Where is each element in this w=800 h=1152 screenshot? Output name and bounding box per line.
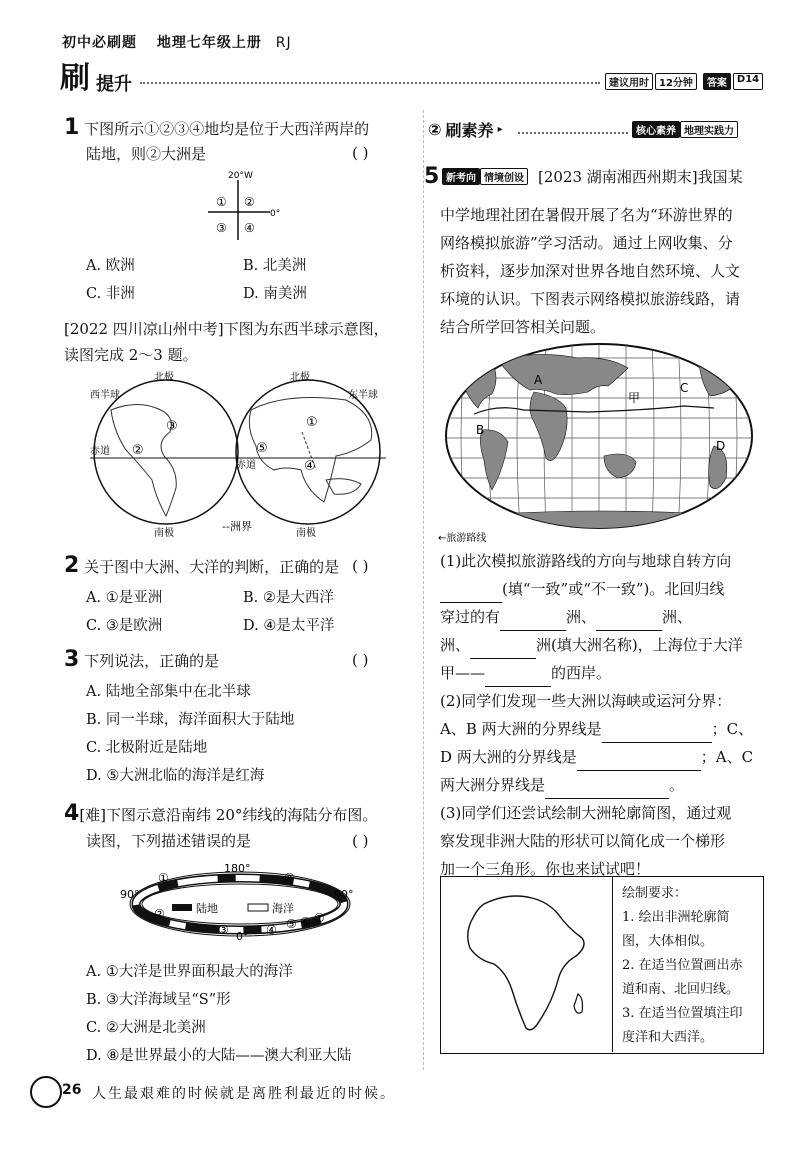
marker-5: ⑤ (286, 917, 297, 931)
marker-3: ③ (166, 419, 178, 434)
option-d[interactable]: D. ⑧是世界最小的大陆——澳大利亚大陆 (86, 1048, 352, 1064)
mascot-icon (30, 1076, 62, 1108)
option-b[interactable]: B. ②是大西洋 (243, 590, 334, 606)
header-book (62, 32, 292, 52)
south-pole-label: 南极 (296, 528, 316, 539)
marker-2: ② (154, 907, 165, 921)
answer-paren[interactable]: ( ) (352, 557, 369, 575)
label-B: B (476, 423, 485, 437)
option-a[interactable]: A. ①大洋是世界面积最大的海洋 (86, 964, 293, 980)
req-line: 道和南、北回归线。 (622, 982, 740, 997)
req-line: 2. 在适当位置画出赤 (622, 958, 743, 973)
q5-text-line: 环境的认识。下图表示网络模拟旅游线路，请 (440, 290, 741, 308)
question-number: 2 (64, 553, 80, 578)
option-b[interactable]: B. 北美洲 (243, 258, 307, 274)
marker-2: ② (132, 443, 144, 458)
column-divider (423, 110, 424, 1070)
lon-180-label: 180° (224, 862, 251, 875)
question-text: 下列说法，正确的是 (84, 652, 220, 670)
sea-legend: 海洋 (272, 902, 294, 915)
req-line: 度洋和大西洋。 (622, 1030, 714, 1045)
option-a[interactable]: A. 欧洲 (86, 258, 135, 274)
question-text: 关于图中大洲、大洋的判断，正确的是 (84, 558, 340, 576)
p1-line4: 洲、 洲(填大洲名称)，上海位于大洋 (440, 632, 743, 659)
option-d[interactable]: D. 南美洲 (243, 286, 307, 302)
req-line: 图，大体相似。 (622, 934, 714, 949)
south-pole-label: 南极 (154, 528, 174, 539)
marker-1: ① (158, 871, 169, 885)
question-4 (64, 800, 414, 829)
question-text-cont: 陆地，则②大洲是 (86, 145, 207, 163)
hemispheres-map (86, 370, 416, 540)
intro-line2: 读图完成 2～3 题。 (64, 346, 198, 364)
north-pole-label: 北极 (290, 372, 310, 383)
label-D: D (716, 439, 726, 453)
p2-line3: D 两大洲的分界线是 ；A、C (440, 744, 753, 771)
lon-90-left: 90° (120, 888, 140, 901)
p2-line4: 两大洲分界线是 。 (440, 772, 684, 799)
option-d[interactable]: D. ④是太平洋 (243, 618, 335, 634)
africa-outline[interactable] (448, 884, 608, 1044)
option-a[interactable]: A. 陆地全部集中在北半球 (86, 684, 251, 700)
answer-paren[interactable]: ( ) (352, 144, 369, 162)
label-A: A (534, 373, 543, 387)
west-hemi-label: 西半球 (90, 390, 120, 401)
p1-line1: (1)此次模拟旅游路线的方向与地球自转方向 (440, 552, 732, 570)
question-text: 下图示意沿南纬 20°纬线的海陆分布图。 (106, 806, 378, 824)
option-b[interactable]: B. 同一半球，海洋面积大于陆地 (86, 712, 295, 728)
tag-core: 核心素养 (632, 121, 680, 138)
label-jia: 甲 (628, 391, 641, 405)
intro-line1: [2022 四川凉山州中考]下图为东西半球示意图， (64, 320, 389, 338)
p3-line2: 察发现非洲大陆的形状可以简化成一个梯形 (440, 832, 726, 850)
answer-paren[interactable]: ( ) (352, 651, 369, 669)
marker-3: ③ (218, 923, 229, 937)
lon-label: 20°W (228, 171, 253, 181)
marker-8: ⑧ (284, 871, 295, 885)
footer-quote: 人生最艰难的时候就是离胜利最近的时候。 (92, 1086, 396, 1102)
time-label: 建议用时 (605, 73, 653, 90)
question-number: 1 (64, 115, 80, 140)
option-c[interactable]: C. ③是欧洲 (86, 618, 163, 634)
blank-boundary-ab[interactable] (602, 726, 712, 743)
marker-6: ⑥ (300, 915, 311, 929)
option-c[interactable]: C. 北极附近是陆地 (86, 740, 208, 756)
blank-boundary-ac[interactable] (545, 782, 669, 799)
option-c[interactable]: C. ②大洲是北美洲 (86, 1020, 206, 1036)
marker-4: ④ (304, 459, 316, 474)
p2-line2: A、B 两大洲的分界线是 ；C、 (440, 716, 753, 743)
edition-label: RJ (275, 35, 292, 51)
section-title: 提升 (96, 74, 132, 95)
legend-label: --洲界 (222, 520, 252, 533)
book-title: 初中必刷题 (62, 35, 137, 51)
blank-boundary-cd[interactable] (577, 754, 701, 771)
p2-line1: (2)同学们发现一些大洲以海峡或运河分界： (440, 692, 732, 710)
north-pole-label: 北极 (154, 372, 174, 383)
answer-label: 答案 (703, 73, 731, 90)
req-line: 1. 绘出非洲轮廓简 (622, 910, 730, 925)
p3-line1: (3)同学们还尝试绘制大洲轮廓简图，通过观 (440, 804, 732, 822)
question-1 (64, 114, 414, 143)
blank-ocean[interactable] (485, 670, 551, 687)
drawing-box-divider (612, 876, 613, 1052)
q5-text-line: [2023 湖南湘西州期末]我国某 (538, 168, 743, 186)
req-title: 绘制要求： (622, 886, 688, 901)
marker-5: ⑤ (256, 441, 268, 456)
land-legend: 陆地 (196, 902, 218, 915)
badge-context: 情境创设 (480, 168, 528, 185)
page-number: 26 (62, 1082, 82, 1098)
tag-practice: 地理实践力 (680, 121, 738, 138)
marker-1: ① (306, 415, 318, 430)
blank-continent[interactable] (470, 642, 536, 659)
equator-label: 赤道 (90, 446, 110, 457)
q5-text-line: 中学地理社团在暑假开展了名为“环游世界的 (440, 206, 733, 224)
answer-paren[interactable]: ( ) (352, 832, 369, 850)
blank-continent[interactable] (596, 614, 662, 631)
marker-4: ④ (266, 923, 277, 937)
section-title: 刷素养 (445, 121, 494, 140)
drawing-requirements (622, 882, 743, 1050)
marker-4: ④ (244, 221, 255, 235)
q5-text-line: 结合所学回答相关问题。 (440, 318, 606, 336)
latitude-ring-diagram (120, 858, 370, 948)
question-5-number: 5 (424, 164, 440, 189)
marker-1: ① (216, 195, 227, 209)
p1-line5: 甲—— 的西岸。 (440, 660, 611, 687)
badge-new: 新考向 (442, 168, 480, 185)
section-number: ② (428, 120, 442, 139)
marker-7: ⑦ (314, 911, 325, 925)
right-section-header (428, 118, 503, 141)
label-C: C (680, 381, 689, 395)
lon-0-label: 0° (236, 930, 249, 943)
marker-2: ② (244, 195, 255, 209)
question-text-cont: 读图，下列描述错误的是 (86, 832, 252, 850)
answer-page: D14 (733, 73, 763, 90)
equator-label: 赤道 (236, 460, 256, 471)
question-text: 下图所示①②③④地均是位于大西洋两岸的 (84, 120, 370, 138)
time-value: 12分钟 (655, 73, 697, 90)
question-2 (64, 552, 339, 581)
blank-direction[interactable] (440, 586, 502, 603)
right-divider (518, 132, 628, 134)
brush-icon: 刷 (60, 61, 90, 96)
question-3 (64, 646, 219, 675)
subject-title: 地理七年级上册 (156, 35, 262, 51)
east-hemi-label: 东半球 (348, 390, 378, 401)
lon-90-right: 90° (334, 888, 354, 901)
option-b[interactable]: B. ③大洋海域呈“S”形 (86, 992, 231, 1008)
difficulty-tag: [难] (79, 806, 107, 824)
blank-continent[interactable] (500, 614, 566, 631)
q5-text-line: 析资料，逐步加深对世界各地自然环境、人文 (440, 262, 741, 280)
world-route-map (438, 338, 760, 543)
section-divider (140, 82, 600, 84)
question-number: 4 (64, 801, 80, 826)
q5-text-line: 网络模拟旅游”学习活动。通过上网收集、分 (440, 234, 733, 252)
route-legend: ←旅游路线 (438, 533, 487, 543)
literacy-tags (632, 121, 738, 138)
q1-diagram (190, 168, 290, 248)
p1-line2: (填“一致”或“不一致”)。北回归线 (440, 576, 724, 603)
question-number: 3 (64, 647, 80, 672)
option-a[interactable]: A. ①是亚洲 (86, 590, 163, 606)
p1-line3: 穿过的有 洲、 洲、 (440, 604, 692, 631)
p3-line3: 加一个三角形。你也来试试吧！ (440, 860, 651, 878)
lat-label: 0° (270, 209, 281, 219)
western-hemisphere (94, 380, 238, 524)
option-d[interactable]: D. ⑤大洲北临的海洋是红海 (86, 768, 265, 784)
marker-3: ③ (216, 221, 227, 235)
q5-badges (442, 168, 528, 185)
arrow-icon: ▸ (497, 124, 503, 135)
time-box (605, 73, 763, 90)
option-c[interactable]: C. 非洲 (86, 286, 135, 302)
req-line: 3. 在适当位置填注印 (622, 1006, 743, 1021)
